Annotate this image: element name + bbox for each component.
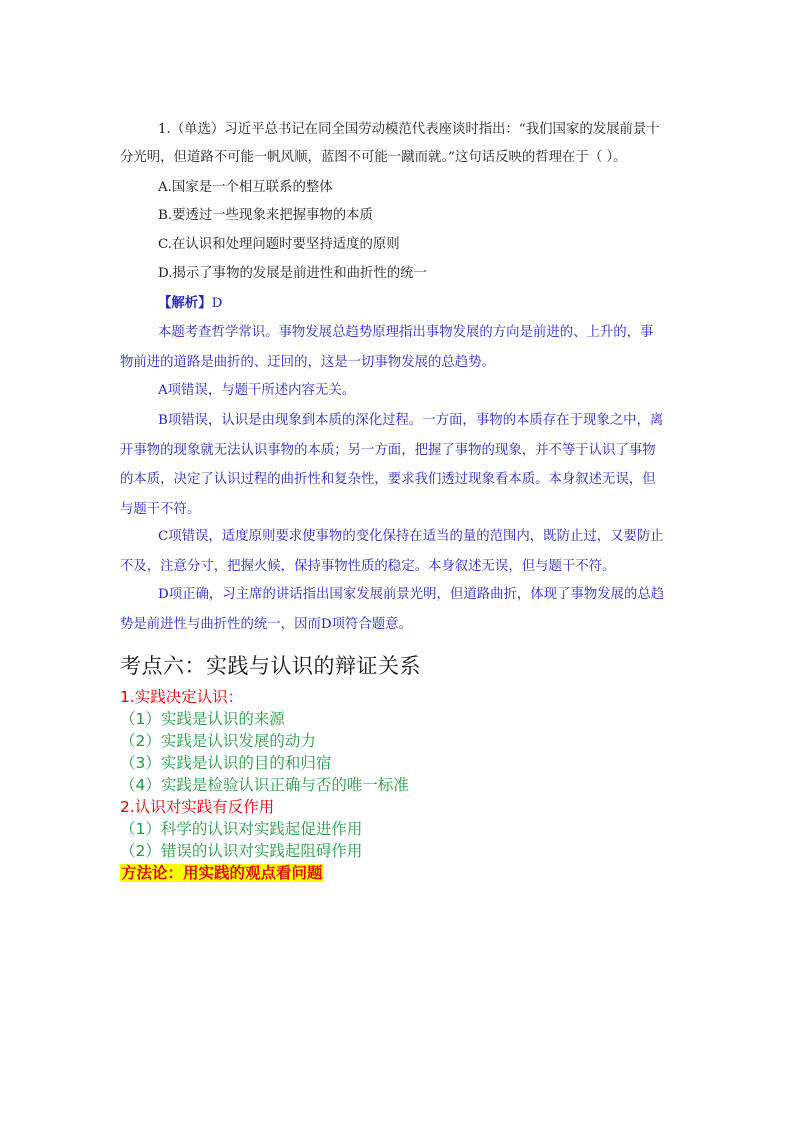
explanation-d: D项正确，习主席的讲话指出国家发展前景光明，但道路曲折，体现了事物发展的总趋势是前进性与曲折性的统一，因而D项符合题意。 xyxy=(120,587,665,632)
point2-item-1: （1）科学的认识对实践起促进作用 xyxy=(120,820,363,838)
methodology-highlight: 方法论：用实践的观点看问题 xyxy=(121,864,323,882)
option-d: D.揭示了事物的发展是前进性和曲折性的统一 xyxy=(158,266,427,281)
point2-title: 2.认识对实践有反作用 xyxy=(120,798,275,816)
answer-letter: D xyxy=(211,296,223,311)
option-a: A.国家是一个相互联系的整体 xyxy=(158,180,333,195)
section-title: 考点六：实践与认识的辩证关系 xyxy=(120,654,421,678)
analysis-tag: 【解析】 xyxy=(158,295,212,311)
question-stem: 1.（单选）习近平总书记在同全国劳动模范代表座谈时指出：“我们国家的发展前景十分光明，但道路不可能一帆风顺，蓝图不可能一蹴而就。”这句话反映的哲理在于（ ）。 xyxy=(120,122,660,165)
explanation-a: A项错误，与题干所述内容无关。 xyxy=(158,383,356,398)
explanation-c: C项错误，适度原则要求使事物的变化保持在适当的量的范围内，既防止过，又要防止不及，注意分寸，把握火候，保持事物性质的稳定。本身叙述无误，但与题干不符。 xyxy=(120,529,664,574)
point1-item-2: （2）实践是认识发展的动力 xyxy=(120,732,316,750)
answer-line xyxy=(158,289,222,318)
methodology-line xyxy=(120,862,324,884)
point1-item-4: （4）实践是检验认识正确与否的唯一标准 xyxy=(120,776,409,794)
point1-title: 1.实践决定认识： xyxy=(120,688,244,706)
point1-item-1: （1）实践是认识的来源 xyxy=(120,710,285,728)
explanation-b: B项错误，认识是由现象到本质的深化过程。一方面，事物的本质存在于现象之中，离开事物的现象就无法认识事物的本质；另一方面，把握了事物的现象，并不等于认识了事物的本质，决定了认识过程的曲折性和复杂性，要求我们透过现象看本质。本身叙述无误，但与题干不符。 xyxy=(120,413,664,517)
option-b: B.要透过一些现象来把握事物的本质 xyxy=(158,208,373,223)
option-c: C.在认识和处理问题时要坚持适度的原则 xyxy=(158,237,400,252)
point1-item-3: （3）实践是认识的目的和归宿 xyxy=(120,754,332,772)
explanation-intro: 本题考查哲学常识。事物发展总趋势原理指出事物发展的方向是前进的、上升的，事物前进的道路是曲折的、迂回的，这是一切事物发展的总趋势。 xyxy=(120,325,654,370)
point2-item-2: （2）错误的认识对实践起阻碍作用 xyxy=(120,842,363,860)
